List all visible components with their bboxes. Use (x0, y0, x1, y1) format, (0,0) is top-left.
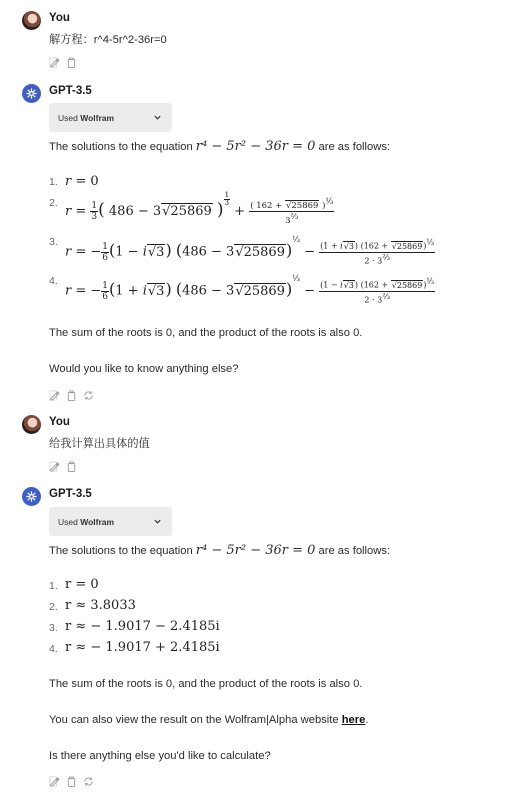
tool-usage-dropdown[interactable] (49, 507, 172, 536)
intro-text: The solutions to the equation (49, 545, 196, 557)
message-actions (49, 55, 77, 66)
copy-icon[interactable] (66, 388, 77, 399)
equation-text: r⁴ − 5r² − 36r = 0 (195, 139, 316, 154)
edit-icon[interactable] (49, 55, 60, 66)
intro-text-end: are as follows: (315, 545, 391, 557)
message-actions (49, 388, 94, 399)
list-number: 4. (49, 275, 58, 287)
tool-name: Wolfram (80, 113, 115, 123)
message-text: 解方程：r^4-5r^2-36r=0 (49, 34, 167, 46)
author-name: You (49, 12, 70, 24)
user-avatar (22, 11, 41, 30)
message-actions (49, 774, 94, 785)
gpt-avatar (22, 487, 41, 506)
answer-summary: The sum of the roots is 0, and the product of the roots is also 0. (49, 678, 363, 690)
list-number: 3. (49, 622, 58, 634)
openai-logo-icon (25, 87, 38, 100)
copy-icon[interactable] (66, 459, 77, 470)
gpt-avatar (22, 84, 41, 103)
list-number: 2. (49, 197, 58, 209)
solution-1: r = 0 (65, 174, 99, 189)
tool-usage-dropdown[interactable] (49, 103, 172, 132)
edit-icon[interactable] (49, 388, 60, 399)
solution-4: r ≈ − 1.9017 + 2.4185i (65, 640, 220, 655)
answer-intro (49, 543, 390, 558)
solution-1: r = 0 (65, 577, 99, 592)
list-number: 4. (49, 643, 58, 655)
answer-link-line (49, 714, 368, 726)
list-number: 1. (49, 176, 58, 188)
author-name: You (49, 416, 70, 428)
edit-icon[interactable] (49, 459, 60, 470)
intro-text-end: are as follows: (315, 141, 391, 153)
link-prefix: You can also view the result on the Wolfram|Alpha website (49, 714, 342, 726)
message-text: 给我计算出具体的值 (49, 438, 150, 450)
chevron-down-icon (153, 113, 162, 122)
copy-icon[interactable] (66, 774, 77, 785)
solution-3: r ≈ − 1.9017 − 2.4185i (65, 619, 220, 634)
solution-2: r = $\frac{1}{3}$ ( 486 − 3√25869 ) $^{\frac{1}{3}}$ + $\frac{( 162 + √25869 )^{\frac{1}{3}}}{3^{\frac{2}{3}}}$ (65, 191, 334, 226)
regenerate-icon[interactable] (83, 388, 94, 399)
user-avatar (22, 415, 41, 434)
answer-summary: The sum of the roots is 0, and the product of the roots is also 0. (49, 327, 363, 339)
answer-followup: Would you like to know anything else? (49, 363, 239, 375)
regenerate-icon[interactable] (83, 774, 94, 785)
tool-prefix: Used (58, 113, 78, 123)
solution-2: r ≈ 3.8033 (65, 598, 136, 613)
answer-followup: Is there anything else you'd like to calculate? (49, 750, 271, 762)
copy-icon[interactable] (66, 55, 77, 66)
message-actions (49, 459, 77, 470)
wolfram-result-link[interactable]: here (341, 714, 366, 726)
author-name: GPT-3.5 (49, 488, 92, 500)
openai-logo-icon (25, 490, 38, 503)
list-number: 3. (49, 236, 58, 248)
answer-intro (49, 139, 390, 154)
intro-text: The solutions to the equation (49, 141, 196, 153)
solution-3: r = − $\frac{1}{6}$ (1 − i√3) $(486 - 3√25869)^{\frac{1}{3}}$ − $\frac{(1 + i√3) (162 + √25869)^{\frac{1}{3}}}{2 \cdot 3^{\frac{2}{3}}}$ (65, 235, 435, 266)
tool-prefix: Used (58, 517, 78, 527)
author-name: GPT-3.5 (49, 85, 92, 97)
list-number: 1. (49, 580, 58, 592)
solution-4: r = − $\frac{1}{6}$ (1 + i√3) $(486 - 3√25869)^{\frac{1}{3}}$ − $\frac{(1 - i√3) (162 + √25869)^{\frac{1}{3}}}{2 \cdot 3^{\frac{2}{3}}}$ (65, 274, 435, 305)
tool-name: Wolfram (80, 517, 115, 527)
list-number: 2. (49, 601, 58, 613)
link-suffix: . (365, 714, 369, 726)
edit-icon[interactable] (49, 774, 60, 785)
chevron-down-icon (153, 517, 162, 526)
equation-text: r⁴ − 5r² − 36r = 0 (195, 543, 316, 558)
